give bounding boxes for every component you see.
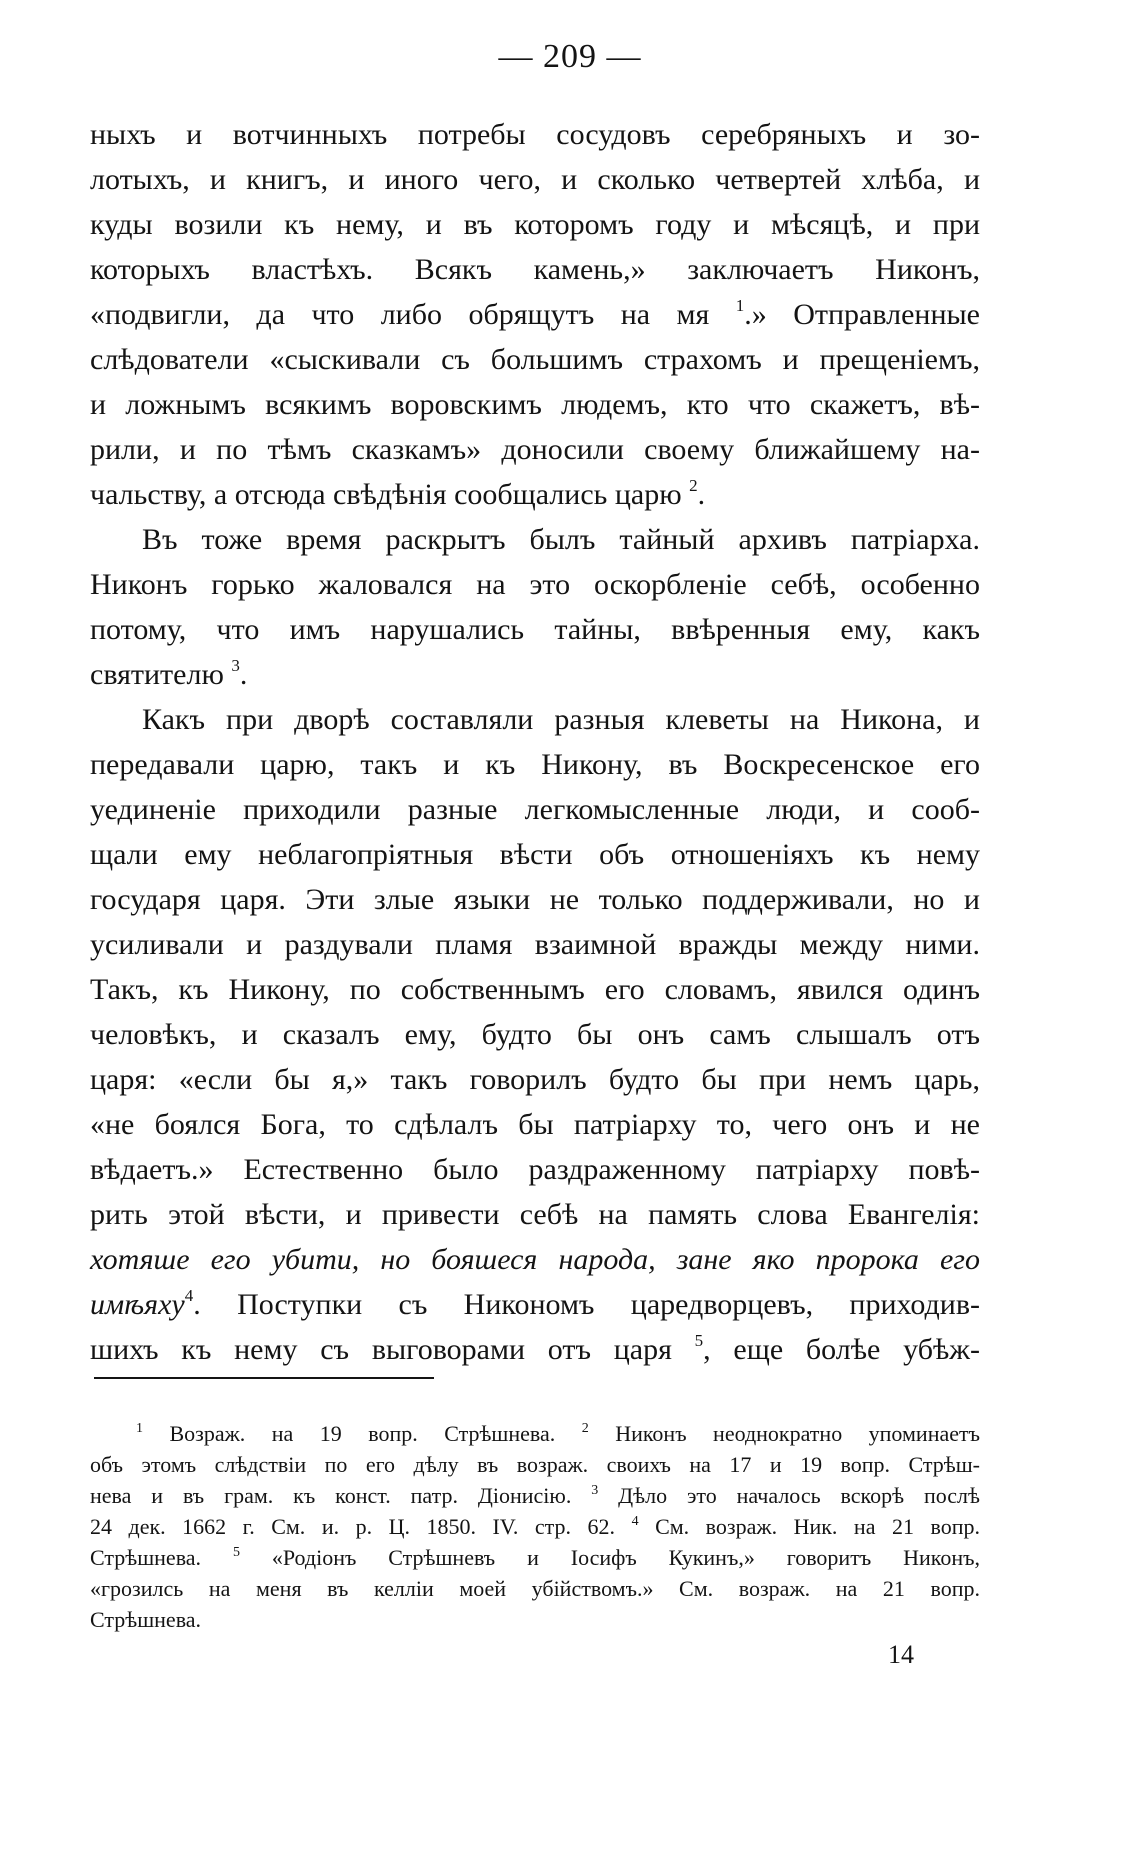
footnote-marker: 3: [591, 1483, 599, 1498]
text-line: [90, 472, 980, 517]
footnote-ref: 4: [184, 1286, 194, 1305]
text-run: .: [697, 478, 706, 511]
text-run: 24 дек. 1662 г. См. и. р. Ц. 1850. IV. стр. 62.: [90, 1514, 632, 1539]
body-text: [90, 112, 980, 1372]
text-line: потому, что имъ нарушались тайны, ввѣренныя ему, какъ: [90, 613, 980, 646]
text-line: слѣдователи «сыскивали съ большимъ страхомъ и прещеніемъ,: [90, 343, 980, 376]
text-line: человѣкъ, и сказалъ ему, будто бы онъ самъ слышалъ отъ: [90, 1018, 980, 1051]
text-run: «подвигли, да что либо обрящутъ на мя: [90, 298, 736, 331]
text-run: Стрѣшнева.: [90, 1545, 233, 1570]
italic-quote: имѣяху: [90, 1288, 185, 1321]
text-run: нева и въ грам. къ конст. патр. Діонисію.: [90, 1483, 592, 1508]
footnote-divider: [94, 1377, 434, 1379]
text-run: . Поступки съ Никономъ царедворцевъ, приходив-: [193, 1288, 980, 1321]
footnote-ref: 3: [231, 656, 240, 675]
text-run: .: [239, 658, 248, 691]
text-line: щали ему неблагопріятныя вѣсти объ отношеніяхъ къ нему: [90, 838, 980, 871]
text-run: , еще болѣе убѣж-: [703, 1333, 980, 1366]
footnote-line: [90, 1480, 980, 1511]
footnote-marker: 1: [136, 1421, 143, 1436]
text-line: рить этой вѣсти, и привести себѣ на память слова Евангелія:: [90, 1198, 980, 1231]
text-line: ныхъ и вотчинныхъ потребы сосудовъ серебряныхъ и зо-: [90, 118, 980, 151]
text-line: [90, 292, 980, 337]
text-line: передавали царю, такъ и къ Никону, въ Воскресенское его: [90, 748, 980, 781]
text-line: [90, 1282, 980, 1327]
text-run: «Родіонъ Стрѣшневъ и Іосифъ Кукинъ,» говоритъ Никонъ,: [239, 1545, 980, 1570]
text-run: чальству, а отсюда свѣдѣнія сообщались царю: [90, 478, 690, 511]
text-line: [90, 1237, 980, 1282]
text-line: Какъ при дворѣ составляли разныя клеветы на Никона, и: [142, 703, 980, 736]
text-run: Дѣло это началось вскорѣ послѣ: [598, 1483, 980, 1508]
footnote-marker: 2: [581, 1421, 589, 1436]
text-line: государя царя. Эти злые языки не только поддерживали, но и: [90, 883, 980, 916]
text-run: Возраж. на 19 вопр. Стрѣшнева.: [143, 1421, 582, 1446]
text-run: .» Отправленные: [744, 298, 980, 331]
footnote-line: объ этомъ слѣдствіи по его дѣлу въ возраж. своихъ на 17 и 19 вопр. Стрѣш-: [90, 1452, 980, 1477]
text-run: Никонъ неоднократно упоминаетъ: [588, 1421, 980, 1446]
text-run: святителю: [90, 658, 232, 691]
footnote-line: «грозилсь на меня въ келліи моей убійствомъ.» См. возраж. на 21 вопр.: [90, 1576, 980, 1601]
text-run: См. возраж. Ник. на 21 вопр.: [638, 1514, 980, 1539]
text-line: вѣдаетъ.» Естественно было раздраженному патріарху повѣ-: [90, 1153, 980, 1186]
text-line: [90, 1327, 980, 1372]
footnote-ref: 2: [689, 476, 698, 495]
text-line: царя: «если бы я,» такъ говорилъ будто бы при немъ царь,: [90, 1063, 980, 1096]
footnote-marker: 5: [232, 1545, 240, 1560]
footnote-line: Стрѣшнева.: [90, 1607, 202, 1632]
page-number: — 209 —: [498, 38, 642, 75]
footnote-ref: 1: [735, 296, 745, 315]
text-line: уединеніе приходили разные легкомысленные люди, и сооб-: [90, 793, 980, 826]
text-line: [90, 652, 980, 697]
text-line: куды возили къ нему, и въ которомъ году и мѣсяцѣ, и при: [90, 208, 980, 241]
text-line: Въ тоже время раскрытъ былъ тайный архивъ патріарха.: [142, 523, 980, 556]
footnote-ref: 5: [694, 1331, 704, 1350]
text-line: лотыхъ, и книгъ, и иного чего, и сколько четвертей хлѣба, и: [90, 163, 980, 196]
text-line: которыхъ властѣхъ. Всякъ камень,» заключаетъ Никонъ,: [90, 253, 980, 286]
footnotes: [90, 1418, 980, 1635]
footnote-line: [90, 1542, 980, 1573]
footnote-line: [90, 1511, 980, 1542]
text-run: шихъ къ нему съ выговорами отъ царя: [90, 1333, 695, 1366]
text-line: «не боялся Бога, то сдѣлалъ бы патріарху то, чего онъ и не: [90, 1108, 980, 1141]
text-line: Такъ, къ Никону, по собственнымъ его словамъ, явился одинъ: [90, 973, 980, 1006]
text-line: и ложнымъ всякимъ воровскимъ людемъ, кто что скажетъ, вѣ-: [90, 388, 980, 421]
footnote-line: [90, 1418, 980, 1449]
text-line: Никонъ горько жаловался на это оскорбленіе себѣ, особенно: [90, 568, 980, 601]
signature-mark: 14: [888, 1640, 914, 1669]
text-line: рили, и по тѣмъ сказкамъ» доносили своему ближайшему на-: [90, 433, 980, 466]
footnote-marker: 4: [631, 1514, 639, 1529]
italic-quote: хотяше его убити, но бояшеся народа, зане яко пророка его: [90, 1243, 980, 1276]
text-line: усиливали и раздували пламя взаимной вражды между ними.: [90, 928, 980, 961]
